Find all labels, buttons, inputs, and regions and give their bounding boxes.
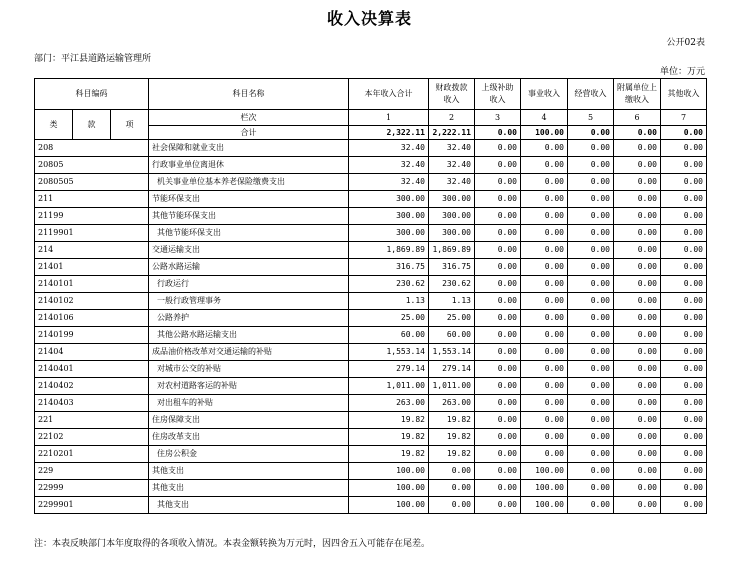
total-sum: 2,322.11 xyxy=(349,126,429,140)
subject-code: 2140403 xyxy=(35,395,149,412)
subject-name: 其他公路水路运输支出 xyxy=(149,327,349,344)
amount-superior: 0.00 xyxy=(475,344,521,361)
col-number-4: 4 xyxy=(521,110,568,126)
amount-operation: 0.00 xyxy=(568,361,614,378)
amount-operation: 0.00 xyxy=(568,480,614,497)
table-row xyxy=(35,242,707,259)
amount-subordinate: 0.00 xyxy=(614,344,661,361)
subject-name: 交通运输支出 xyxy=(149,242,349,259)
amount-other: 0.00 xyxy=(661,344,707,361)
amount-operation: 0.00 xyxy=(568,344,614,361)
amount-subordinate: 0.00 xyxy=(614,242,661,259)
subject-name: 成品油价格改革对交通运输的补贴 xyxy=(149,344,349,361)
amount-operation: 0.00 xyxy=(568,310,614,327)
amount-operation: 0.00 xyxy=(568,276,614,293)
amount-other: 0.00 xyxy=(661,208,707,225)
table-row xyxy=(35,191,707,208)
amount-subordinate: 0.00 xyxy=(614,412,661,429)
col-number-6: 6 xyxy=(614,110,661,126)
form-code: 公开02表 xyxy=(666,38,705,48)
amount-superior: 0.00 xyxy=(475,361,521,378)
amount-subordinate: 0.00 xyxy=(614,174,661,191)
amount-subordinate: 0.00 xyxy=(614,446,661,463)
header-kuan: 款 xyxy=(73,110,111,140)
table-row xyxy=(35,361,707,378)
table-row xyxy=(35,480,707,497)
amount-other: 0.00 xyxy=(661,327,707,344)
subject-name: 住房改革支出 xyxy=(149,429,349,446)
amount-total: 279.14 xyxy=(349,361,429,378)
amount-total: 19.82 xyxy=(349,429,429,446)
table-row xyxy=(35,225,707,242)
subject-code: 22102 xyxy=(35,429,149,446)
table-row xyxy=(35,276,707,293)
subject-name: 一般行政管理事务 xyxy=(149,293,349,310)
amount-operation: 0.00 xyxy=(568,140,614,157)
amount-fiscal: 32.40 xyxy=(429,140,475,157)
amount-superior: 0.00 xyxy=(475,174,521,191)
header-subordinate: 附属单位上缴收入 xyxy=(614,79,661,110)
amount-business: 0.00 xyxy=(521,259,568,276)
amount-fiscal: 60.00 xyxy=(429,327,475,344)
amount-total: 100.00 xyxy=(349,497,429,514)
amount-subordinate: 0.00 xyxy=(614,497,661,514)
amount-total: 19.82 xyxy=(349,412,429,429)
amount-business: 0.00 xyxy=(521,378,568,395)
amount-operation: 0.00 xyxy=(568,191,614,208)
subject-code: 2299901 xyxy=(35,497,149,514)
amount-operation: 0.00 xyxy=(568,225,614,242)
subject-name: 社会保障和就业支出 xyxy=(149,140,349,157)
total-superior: 0.00 xyxy=(475,126,521,140)
amount-business: 100.00 xyxy=(521,497,568,514)
amount-other: 0.00 xyxy=(661,140,707,157)
total-business: 100.00 xyxy=(521,126,568,140)
amount-subordinate: 0.00 xyxy=(614,378,661,395)
amount-business: 0.00 xyxy=(521,208,568,225)
amount-operation: 0.00 xyxy=(568,259,614,276)
amount-other: 0.00 xyxy=(661,395,707,412)
amount-fiscal: 263.00 xyxy=(429,395,475,412)
amount-subordinate: 0.00 xyxy=(614,395,661,412)
subject-code: 2140101 xyxy=(35,276,149,293)
amount-total: 32.40 xyxy=(349,140,429,157)
amount-superior: 0.00 xyxy=(475,395,521,412)
amount-total: 1,869.89 xyxy=(349,242,429,259)
amount-fiscal: 32.40 xyxy=(429,174,475,191)
amount-superior: 0.00 xyxy=(475,259,521,276)
subject-name: 公路水路运输 xyxy=(149,259,349,276)
table-row xyxy=(35,446,707,463)
col-number-3: 3 xyxy=(475,110,521,126)
amount-superior: 0.00 xyxy=(475,327,521,344)
amount-total: 1.13 xyxy=(349,293,429,310)
amount-superior: 0.00 xyxy=(475,276,521,293)
amount-fiscal: 25.00 xyxy=(429,310,475,327)
amount-business: 0.00 xyxy=(521,293,568,310)
header-operation: 经营收入 xyxy=(568,79,614,110)
subject-code: 211 xyxy=(35,191,149,208)
amount-subordinate: 0.00 xyxy=(614,157,661,174)
amount-total: 60.00 xyxy=(349,327,429,344)
subject-code: 2140199 xyxy=(35,327,149,344)
header-lanci: 栏次 xyxy=(149,110,349,126)
col-number-7: 7 xyxy=(661,110,707,126)
amount-fiscal: 1,011.00 xyxy=(429,378,475,395)
subject-name: 行政事业单位离退休 xyxy=(149,157,349,174)
page-title: 收入决算表 xyxy=(326,9,412,28)
amount-superior: 0.00 xyxy=(475,293,521,310)
amount-total: 300.00 xyxy=(349,208,429,225)
subject-code: 22999 xyxy=(35,480,149,497)
amount-business: 0.00 xyxy=(521,242,568,259)
total-subordinate: 0.00 xyxy=(614,126,661,140)
amount-fiscal: 279.14 xyxy=(429,361,475,378)
amount-total: 100.00 xyxy=(349,463,429,480)
amount-fiscal: 19.82 xyxy=(429,446,475,463)
total-label: 合计 xyxy=(149,126,349,140)
table-row xyxy=(35,344,707,361)
amount-other: 0.00 xyxy=(661,446,707,463)
amount-total: 300.00 xyxy=(349,225,429,242)
subject-name: 节能环保支出 xyxy=(149,191,349,208)
subject-code: 2119901 xyxy=(35,225,149,242)
amount-other: 0.00 xyxy=(661,242,707,259)
column-number-row xyxy=(35,110,707,126)
header-fiscal: 财政拨款收入 xyxy=(429,79,475,110)
footnote: 注：本表反映部门本年度取得的各项收入情况。本表金额转换为万元时，因四舍五入可能存在尾差。 xyxy=(34,539,431,549)
table-row xyxy=(35,174,707,191)
amount-subordinate: 0.00 xyxy=(614,310,661,327)
amount-superior: 0.00 xyxy=(475,225,521,242)
amount-business: 0.00 xyxy=(521,361,568,378)
amount-operation: 0.00 xyxy=(568,208,614,225)
amount-superior: 0.00 xyxy=(475,310,521,327)
subject-name: 其他节能环保支出 xyxy=(149,208,349,225)
amount-other: 0.00 xyxy=(661,429,707,446)
amount-total: 32.40 xyxy=(349,174,429,191)
table-row xyxy=(35,412,707,429)
amount-other: 0.00 xyxy=(661,480,707,497)
amount-business: 0.00 xyxy=(521,429,568,446)
subject-code: 21404 xyxy=(35,344,149,361)
amount-other: 0.00 xyxy=(661,378,707,395)
header-business: 事业收入 xyxy=(521,79,568,110)
subject-name: 对出租车的补贴 xyxy=(149,395,349,412)
amount-business: 0.00 xyxy=(521,310,568,327)
header-lei: 类 xyxy=(35,110,73,140)
amount-operation: 0.00 xyxy=(568,157,614,174)
amount-subordinate: 0.00 xyxy=(614,191,661,208)
amount-subordinate: 0.00 xyxy=(614,327,661,344)
subject-name: 机关事业单位基本养老保险缴费支出 xyxy=(149,174,349,191)
amount-business: 0.00 xyxy=(521,140,568,157)
amount-operation: 0.00 xyxy=(568,174,614,191)
amount-operation: 0.00 xyxy=(568,497,614,514)
header-row xyxy=(35,79,707,110)
subject-code: 208 xyxy=(35,140,149,157)
subject-code: 229 xyxy=(35,463,149,480)
amount-total: 263.00 xyxy=(349,395,429,412)
subject-name: 公路养护 xyxy=(149,310,349,327)
amount-other: 0.00 xyxy=(661,259,707,276)
amount-business: 0.00 xyxy=(521,276,568,293)
header-subject-code: 科目编码 xyxy=(35,79,149,110)
subject-name: 对农村道路客运的补贴 xyxy=(149,378,349,395)
amount-business: 0.00 xyxy=(521,327,568,344)
table-row xyxy=(35,395,707,412)
amount-superior: 0.00 xyxy=(475,242,521,259)
table-row xyxy=(35,463,707,480)
amount-total: 316.75 xyxy=(349,259,429,276)
amount-business: 100.00 xyxy=(521,463,568,480)
table-row xyxy=(35,157,707,174)
amount-operation: 0.00 xyxy=(568,395,614,412)
subject-code: 2140106 xyxy=(35,310,149,327)
subject-code: 2210201 xyxy=(35,446,149,463)
amount-subordinate: 0.00 xyxy=(614,429,661,446)
amount-total: 32.40 xyxy=(349,157,429,174)
amount-fiscal: 316.75 xyxy=(429,259,475,276)
amount-subordinate: 0.00 xyxy=(614,225,661,242)
header-superior: 上级补助收入 xyxy=(475,79,521,110)
amount-fiscal: 230.62 xyxy=(429,276,475,293)
amount-subordinate: 0.00 xyxy=(614,208,661,225)
table-row xyxy=(35,293,707,310)
amount-business: 0.00 xyxy=(521,344,568,361)
subject-name: 其他支出 xyxy=(149,480,349,497)
table-row xyxy=(35,208,707,225)
subject-code: 21401 xyxy=(35,259,149,276)
amount-total: 300.00 xyxy=(349,191,429,208)
subject-name: 行政运行 xyxy=(149,276,349,293)
amount-superior: 0.00 xyxy=(475,429,521,446)
amount-subordinate: 0.00 xyxy=(614,463,661,480)
amount-fiscal: 1,869.89 xyxy=(429,242,475,259)
amount-superior: 0.00 xyxy=(475,480,521,497)
subject-name: 住房公积金 xyxy=(149,446,349,463)
total-fiscal: 2,222.11 xyxy=(429,126,475,140)
table-row xyxy=(35,259,707,276)
amount-operation: 0.00 xyxy=(568,378,614,395)
amount-operation: 0.00 xyxy=(568,412,614,429)
table-row xyxy=(35,310,707,327)
amount-other: 0.00 xyxy=(661,361,707,378)
subject-code: 2140402 xyxy=(35,378,149,395)
amount-subordinate: 0.00 xyxy=(614,140,661,157)
amount-other: 0.00 xyxy=(661,463,707,480)
amount-superior: 0.00 xyxy=(475,497,521,514)
amount-other: 0.00 xyxy=(661,225,707,242)
subject-code: 2140102 xyxy=(35,293,149,310)
amount-total: 19.82 xyxy=(349,446,429,463)
subject-name: 其他支出 xyxy=(149,463,349,480)
amount-total: 230.62 xyxy=(349,276,429,293)
amount-subordinate: 0.00 xyxy=(614,276,661,293)
amount-fiscal: 300.00 xyxy=(429,208,475,225)
amount-subordinate: 0.00 xyxy=(614,480,661,497)
subject-code: 214 xyxy=(35,242,149,259)
table-row xyxy=(35,140,707,157)
amount-superior: 0.00 xyxy=(475,378,521,395)
amount-business: 0.00 xyxy=(521,157,568,174)
amount-fiscal: 300.00 xyxy=(429,191,475,208)
amount-other: 0.00 xyxy=(661,497,707,514)
subject-name: 住房保障支出 xyxy=(149,412,349,429)
amount-superior: 0.00 xyxy=(475,191,521,208)
amount-fiscal: 1.13 xyxy=(429,293,475,310)
amount-operation: 0.00 xyxy=(568,446,614,463)
subject-name: 其他支出 xyxy=(149,497,349,514)
amount-fiscal: 0.00 xyxy=(429,497,475,514)
amount-fiscal: 32.40 xyxy=(429,157,475,174)
amount-operation: 0.00 xyxy=(568,327,614,344)
amount-other: 0.00 xyxy=(661,276,707,293)
amount-fiscal: 0.00 xyxy=(429,463,475,480)
amount-total: 25.00 xyxy=(349,310,429,327)
amount-fiscal: 19.82 xyxy=(429,412,475,429)
amount-business: 0.00 xyxy=(521,395,568,412)
amount-business: 0.00 xyxy=(521,191,568,208)
amount-fiscal: 1,553.14 xyxy=(429,344,475,361)
col-number-5: 5 xyxy=(568,110,614,126)
department-label: 部门：平江县道路运输管理所 xyxy=(34,54,152,64)
subject-name: 对城市公交的补贴 xyxy=(149,361,349,378)
amount-other: 0.00 xyxy=(661,412,707,429)
amount-superior: 0.00 xyxy=(475,412,521,429)
amount-fiscal: 19.82 xyxy=(429,429,475,446)
subject-code: 221 xyxy=(35,412,149,429)
amount-other: 0.00 xyxy=(661,174,707,191)
subject-name: 其他节能环保支出 xyxy=(149,225,349,242)
amount-other: 0.00 xyxy=(661,157,707,174)
amount-subordinate: 0.00 xyxy=(614,361,661,378)
amount-business: 0.00 xyxy=(521,225,568,242)
subject-code: 2080505 xyxy=(35,174,149,191)
amount-business: 0.00 xyxy=(521,174,568,191)
table-row xyxy=(35,429,707,446)
amount-operation: 0.00 xyxy=(568,293,614,310)
amount-total: 1,011.00 xyxy=(349,378,429,395)
amount-superior: 0.00 xyxy=(475,157,521,174)
total-other: 0.00 xyxy=(661,126,707,140)
amount-other: 0.00 xyxy=(661,191,707,208)
header-other: 其他收入 xyxy=(661,79,707,110)
amount-total: 100.00 xyxy=(349,480,429,497)
subject-code: 2140401 xyxy=(35,361,149,378)
subject-code: 21199 xyxy=(35,208,149,225)
amount-operation: 0.00 xyxy=(568,429,614,446)
amount-business: 100.00 xyxy=(521,480,568,497)
subject-code: 20805 xyxy=(35,157,149,174)
table-row xyxy=(35,378,707,395)
col-number-2: 2 xyxy=(429,110,475,126)
total-operation: 0.00 xyxy=(568,126,614,140)
amount-total: 1,553.14 xyxy=(349,344,429,361)
amount-subordinate: 0.00 xyxy=(614,293,661,310)
amount-fiscal: 0.00 xyxy=(429,480,475,497)
header-total: 本年收入合计 xyxy=(349,79,429,110)
amount-operation: 0.00 xyxy=(568,242,614,259)
unit-label: 单位：万元 xyxy=(659,67,705,77)
amount-other: 0.00 xyxy=(661,310,707,327)
amount-fiscal: 300.00 xyxy=(429,225,475,242)
amount-superior: 0.00 xyxy=(475,446,521,463)
amount-superior: 0.00 xyxy=(475,463,521,480)
col-number-1: 1 xyxy=(349,110,429,126)
amount-operation: 0.00 xyxy=(568,463,614,480)
amount-other: 0.00 xyxy=(661,293,707,310)
amount-superior: 0.00 xyxy=(475,208,521,225)
amount-subordinate: 0.00 xyxy=(614,259,661,276)
revenue-table xyxy=(34,78,707,514)
header-subject-name: 科目名称 xyxy=(149,79,349,110)
header-xiang: 项 xyxy=(111,110,149,140)
table-row xyxy=(35,497,707,514)
table-row xyxy=(35,327,707,344)
amount-business: 0.00 xyxy=(521,412,568,429)
amount-business: 0.00 xyxy=(521,446,568,463)
amount-superior: 0.00 xyxy=(475,140,521,157)
